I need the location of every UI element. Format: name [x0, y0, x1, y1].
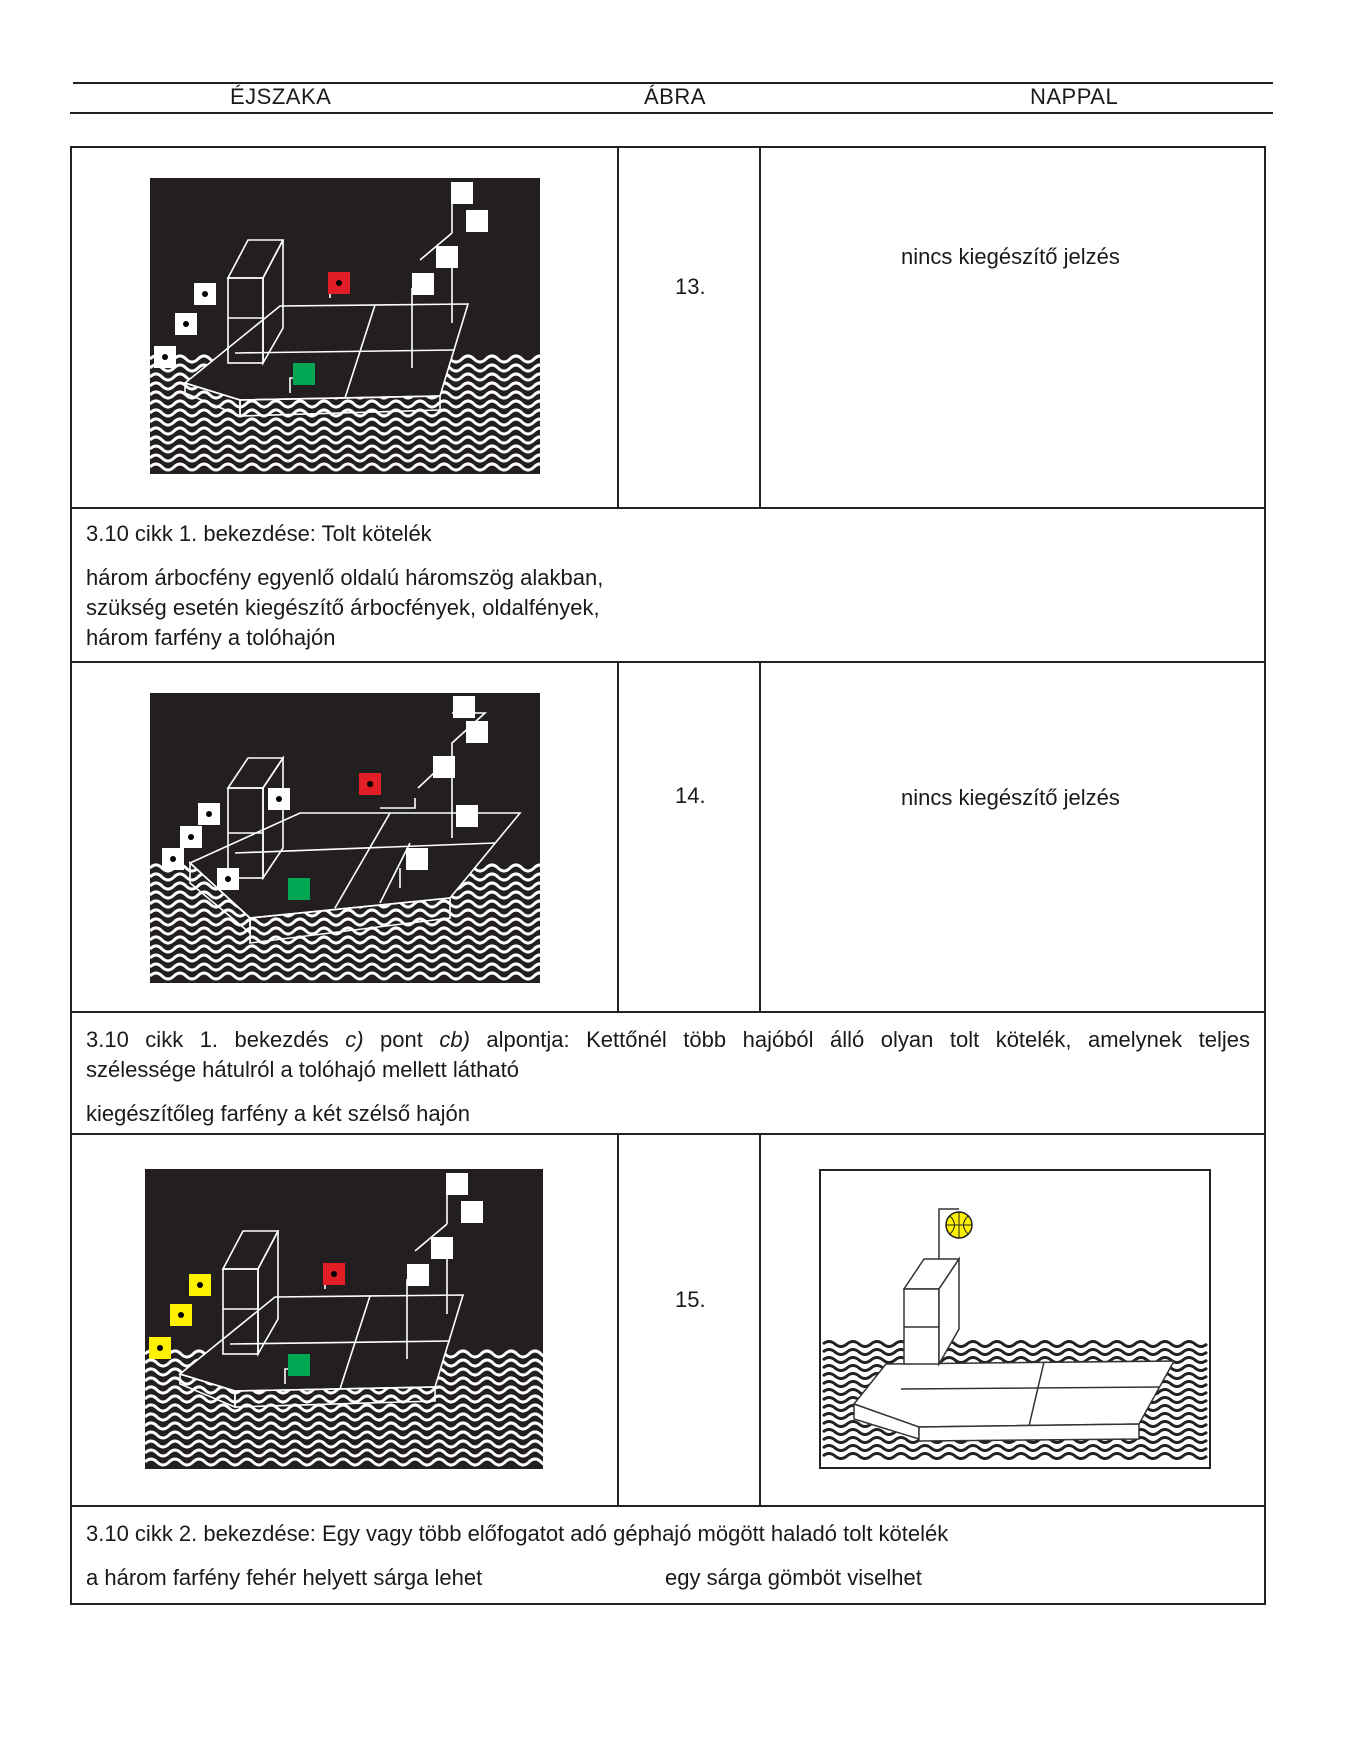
day-cell-14 [761, 663, 1264, 1011]
caption-15: 3.10 cikk 2. bekezdése: Egy vagy több előfogatot adó géphajó mögött haladó tolt kötelék [86, 1521, 949, 1546]
masthead-light [407, 1264, 429, 1286]
figure-number-13: 13. [675, 274, 706, 299]
starboard-side-light [288, 878, 310, 900]
night-illustration-14 [150, 693, 540, 983]
day-text-14: nincs kiegészítő jelzés [901, 785, 1120, 810]
row-14-text [72, 1013, 1264, 1133]
masthead-light [456, 805, 478, 827]
night-cell-14 [72, 663, 619, 1011]
masthead-light [461, 1201, 483, 1223]
row-13 [72, 148, 1264, 507]
masthead-light [436, 246, 458, 268]
header-figure: ÁBRA [644, 84, 706, 109]
day-note-15: egy sárga gömböt viselhet [665, 1565, 922, 1590]
caption-13: 3.10 cikk 1. bekezdése: Tolt kötelék [86, 521, 432, 546]
masthead-light [431, 1237, 453, 1259]
header-night: ÉJSZAKA [230, 84, 332, 109]
caption-14-part: alpontja: Kettőnél több hajóból álló olyan tolt kötelék, amelynek teljes [486, 1027, 1250, 1052]
figure-number-15: 15. [675, 1287, 706, 1312]
description-13-line-3: három farfény a tolóhajón [86, 625, 336, 650]
row-13-text [72, 509, 1264, 661]
masthead-light [433, 756, 455, 778]
description-13-line-2: szükség esetén kiegészítő árbocfények, oldalfények, [86, 595, 600, 620]
night-note-15: a három farfény fehér helyett sárga lehet [86, 1565, 483, 1590]
signal-table [70, 146, 1266, 1605]
masthead-light [446, 1173, 468, 1195]
caption-14-part: cb) [439, 1027, 470, 1052]
masthead-light [466, 210, 488, 232]
day-text-13: nincs kiegészítő jelzés [901, 244, 1120, 269]
day-cell-13 [761, 148, 1264, 507]
night-cell-15 [72, 1135, 619, 1505]
masthead-light [466, 721, 488, 743]
caption-14-part: pont [380, 1027, 423, 1052]
masthead-light [451, 182, 473, 204]
description-14: kiegészítőleg farfény a két szélső hajón [86, 1101, 471, 1126]
night-illustration-15 [145, 1169, 543, 1469]
row-14 [72, 663, 1264, 1011]
figure-number-cell-13 [619, 148, 761, 507]
figure-number-14: 14. [675, 783, 706, 808]
night-cell-13 [72, 148, 619, 507]
starboard-side-light [288, 1354, 310, 1376]
figure-number-cell-15 [619, 1135, 761, 1505]
masthead-light [406, 848, 428, 870]
caption-14-part: 3.10 cikk 1. bekezdés [86, 1027, 329, 1052]
header-bottom-rule [70, 112, 1273, 114]
day-illustration-15 [819, 1169, 1211, 1469]
description-13-line-1: három árbocfény egyenlő oldalú háromszög alakban, [86, 565, 604, 590]
row-15 [72, 1135, 1264, 1505]
masthead-light [412, 273, 434, 295]
row-15-text [72, 1507, 1264, 1603]
day-cell-15 [761, 1135, 1264, 1505]
caption-14-line-2: szélessége hátulról a tolóhajó mellett látható [86, 1057, 519, 1082]
header-day: NAPPAL [1030, 84, 1119, 109]
masthead-light [453, 696, 475, 718]
night-illustration-13 [150, 178, 540, 474]
caption-14-part: c) [345, 1027, 364, 1052]
caption-14-line-1 [86, 1025, 1250, 1055]
starboard-side-light [293, 363, 315, 385]
figure-number-cell-14 [619, 663, 761, 1011]
